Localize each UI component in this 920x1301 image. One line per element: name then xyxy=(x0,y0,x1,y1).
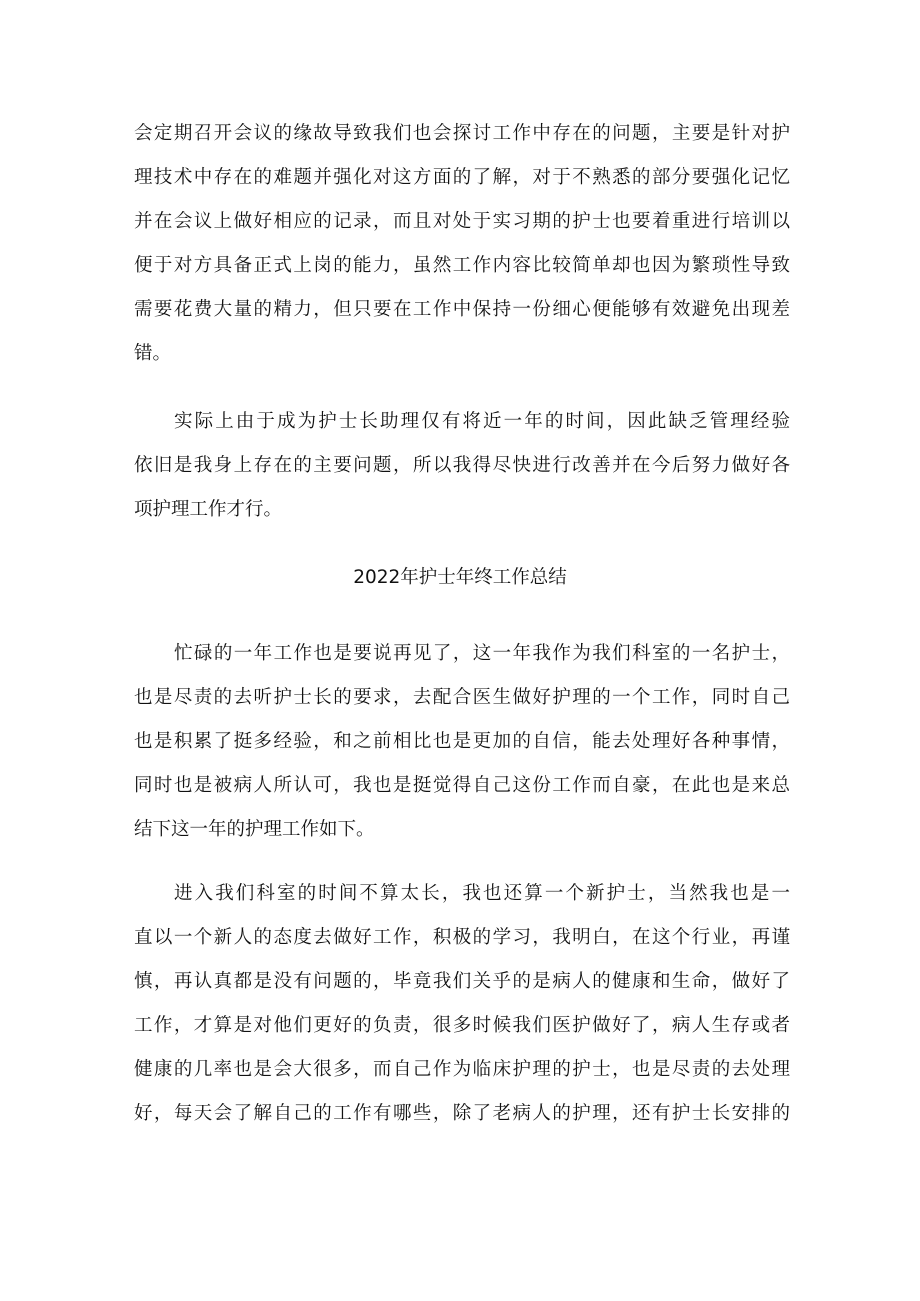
text-line: 会定期召开会议的缘故导致我们也会探讨工作中存在的问题，主要是针对护 xyxy=(134,123,790,144)
text-line: 理技术中存在的难题并强化对这方面的了解，对于不熟悉的部分要强化记忆 xyxy=(134,167,790,188)
paragraph-continued xyxy=(134,112,790,376)
text-line: 进入我们科室的时间不算太长，我也还算一个新护士，当然我也是一 xyxy=(174,883,790,904)
paragraph-3 xyxy=(134,632,790,852)
text-line: 好，每天会了解自己的工作有哪些，除了老病人的护理，还有护士长安排的 xyxy=(134,1103,790,1124)
paragraph-4 xyxy=(134,872,790,1136)
text-line: 实际上由于成为护士长助理仅有将近一年的时间，因此缺乏管理经验 xyxy=(174,411,790,432)
text-line: 忙碌的一年工作也是要说再见了，这一年我作为我们科室的一名护士， xyxy=(174,643,790,664)
text-line: 也是积累了挺多经验，和之前相比也是更加的自信，能去处理好各种事情， xyxy=(134,731,790,752)
section-title: 2022年护士年终工作总结 xyxy=(353,567,567,588)
text-line: 错。 xyxy=(134,343,172,364)
text-line: 依旧是我身上存在的主要问题，所以我得尽快进行改善并在今后努力做好各 xyxy=(134,455,790,476)
text-line: 同时也是被病人所认可，我也是挺觉得自己这份工作而自豪，在此也是来总 xyxy=(134,775,790,796)
text-line: 健康的几率也是会大很多，而自己作为临床护理的护士，也是尽责的去处理 xyxy=(134,1059,790,1080)
text-line: 需要花费大量的精力，但只要在工作中保持一份细心便能够有效避免出现差 xyxy=(134,299,790,320)
text-line: 项护理工作才行。 xyxy=(134,499,283,520)
text-line: 直以一个新人的态度去做好工作，积极的学习，我明白，在这个行业，再谨 xyxy=(134,927,790,948)
text-line: 结下这一年的护理工作如下。 xyxy=(134,819,375,840)
paragraph-2 xyxy=(134,400,790,532)
text-line: 工作，才算是对他们更好的负责，很多时候我们医护做好了，病人生存或者 xyxy=(134,1015,790,1036)
text-line: 并在会议上做好相应的记录，而且对处于实习期的护士也要着重进行培训以 xyxy=(134,211,790,232)
text-line: 慎，再认真都是没有问题的，毕竟我们关乎的是病人的健康和生命，做好了 xyxy=(134,971,790,992)
text-line: 也是尽责的去听护士长的要求，去配合医生做好护理的一个工作，同时自己 xyxy=(134,687,790,708)
text-line: 便于对方具备正式上岗的能力，虽然工作内容比较简单却也因为繁琐性导致 xyxy=(134,255,790,276)
